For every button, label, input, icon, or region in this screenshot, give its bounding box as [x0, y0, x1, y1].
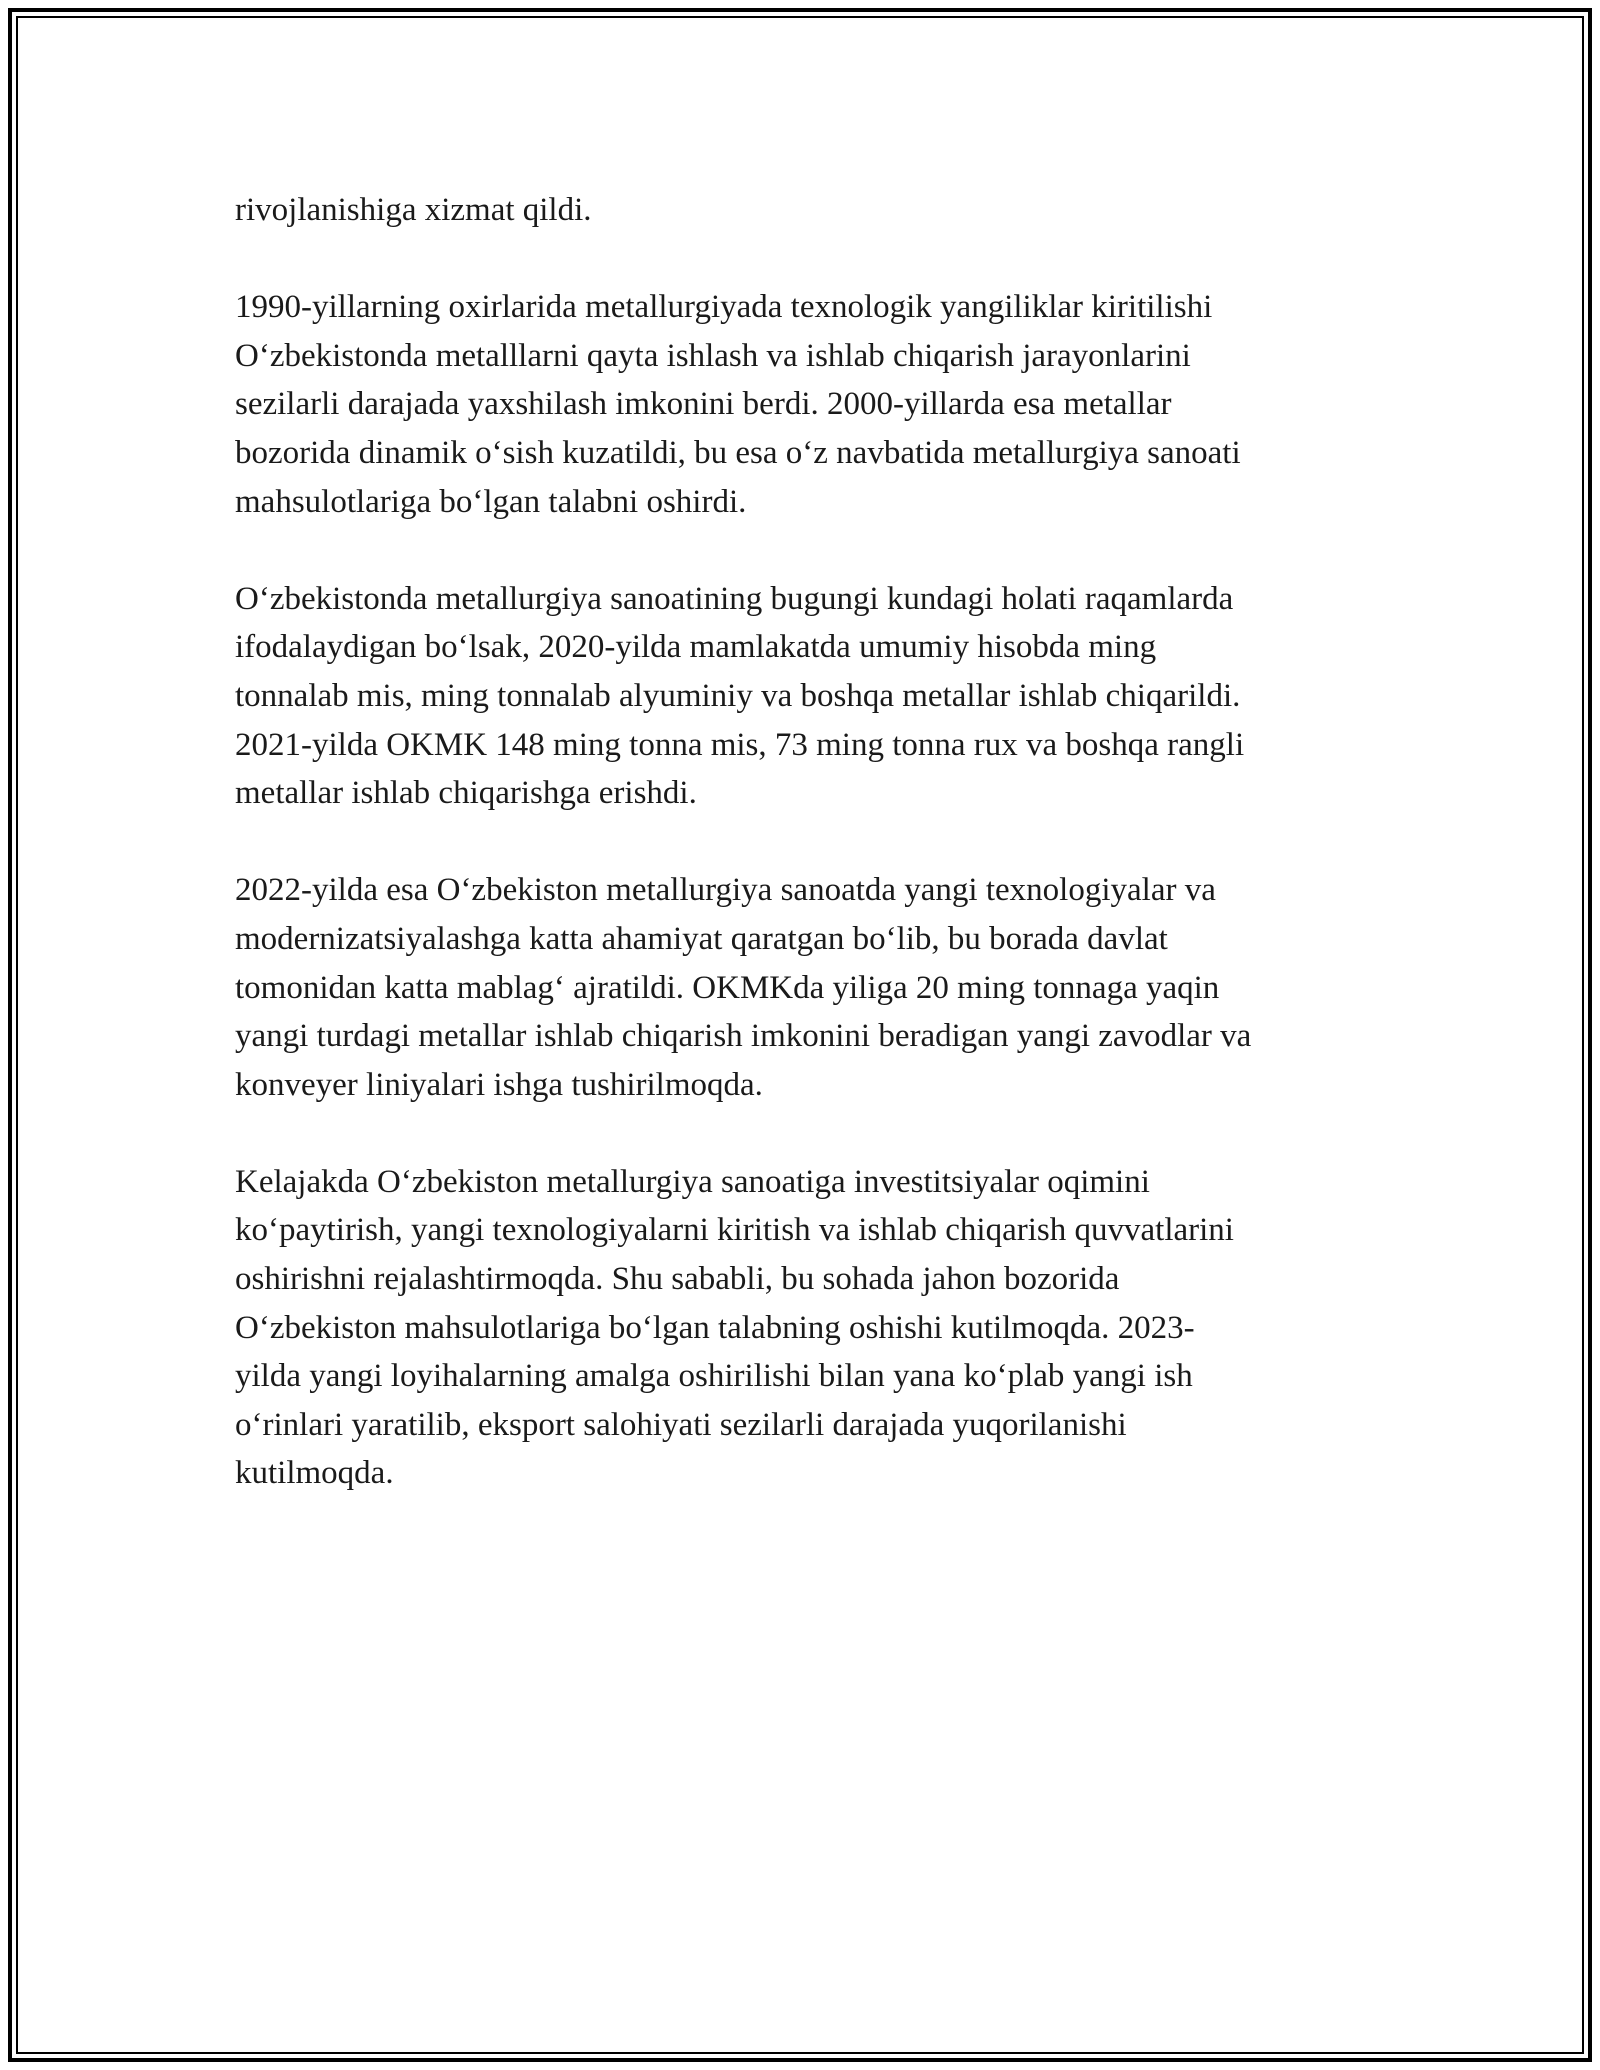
text-line: yangi turdagi metallar ishlab chiqarish imkonini beradigan yangi zavodlar va — [235, 1018, 1252, 1055]
paragraph-5 — [235, 1158, 1385, 1498]
text-line: Kelajakda O‘zbekiston metallurgiya sanoatiga investitsiyalar oqimini — [235, 1163, 1150, 1200]
text-line: rivojlanishiga xizmat qildi. — [235, 192, 592, 228]
text-line: 1990-yillarning oxirlarida metallurgiyada texnologik yangiliklar kiritilishi — [235, 289, 1213, 326]
text-line: O‘zbekiston mahsulotlariga bo‘lgan talabning oshishi kutilmoqda. 2023- — [235, 1309, 1195, 1346]
text-line: oshirishni rejalashtirmoqda. Shu sababli, bu sohada jahon bozorida — [235, 1261, 1120, 1298]
text-line: kutilmoqda. — [235, 1455, 394, 1492]
text-line: konveyer liniyalari ishga tushirilmoqda. — [235, 1066, 763, 1103]
paragraph-2 — [235, 283, 1385, 526]
paragraph-1 — [235, 186, 1385, 235]
paragraph-4 — [235, 866, 1385, 1109]
text-line: bozorida dinamik o‘sish kuzatildi, bu esa o‘z navbatida metallurgiya sanoati — [235, 434, 1241, 471]
text-line: tomonidan katta mablag‘ ajratildi. OKMKda yiliga 20 ming tonnaga yaqin — [235, 969, 1220, 1006]
text-line: ifodalaydigan bo‘lsak, 2020-yilda mamlakatda umumiy hisobda ming — [235, 629, 1157, 666]
text-line: tonnalab mis, ming tonnalab alyuminiy va boshqa metallar ishlab chiqarildi. — [235, 677, 1241, 714]
paragraph-3 — [235, 575, 1385, 818]
text-line: metallar ishlab chiqarishga erishdi. — [235, 775, 697, 812]
text-line: ko‘paytirish, yangi texnologiyalarni kiritish va ishlab chiqarish quvvatlarini — [235, 1212, 1234, 1249]
text-line: O‘zbekistonda metallurgiya sanoatining bugungi kundagi holati raqamlarda — [235, 580, 1234, 617]
text-line: 2021-yilda OKMK 148 ming tonna mis, 73 ming tonna rux va boshqa rangli — [235, 726, 1245, 763]
text-line: 2022-yilda esa O‘zbekiston metallurgiya sanoatda yangi texnologiyalar va — [235, 872, 1216, 909]
text-line: o‘rinlari yaratilib, eksport salohiyati sezilarli darajada yuqorilanishi — [235, 1406, 1127, 1443]
text-line: O‘zbekistonda metalllarni qayta ishlash va ishlab chiqarish jarayonlarini — [235, 337, 1191, 374]
text-line: modernizatsiyalashga katta ahamiyat qaratgan bo‘lib, bu borada davlat — [235, 920, 1168, 957]
text-line: mahsulotlariga bo‘lgan talabni oshirdi. — [235, 483, 747, 520]
text-line: sezilarli darajada yaxshilash imkonini berdi. 2000-yillarda esa metallar — [235, 386, 1172, 423]
text-line: yilda yangi loyihalarning amalga oshirilishi bilan yana ko‘plab yangi ish — [235, 1358, 1193, 1395]
document-body — [235, 186, 1385, 1547]
